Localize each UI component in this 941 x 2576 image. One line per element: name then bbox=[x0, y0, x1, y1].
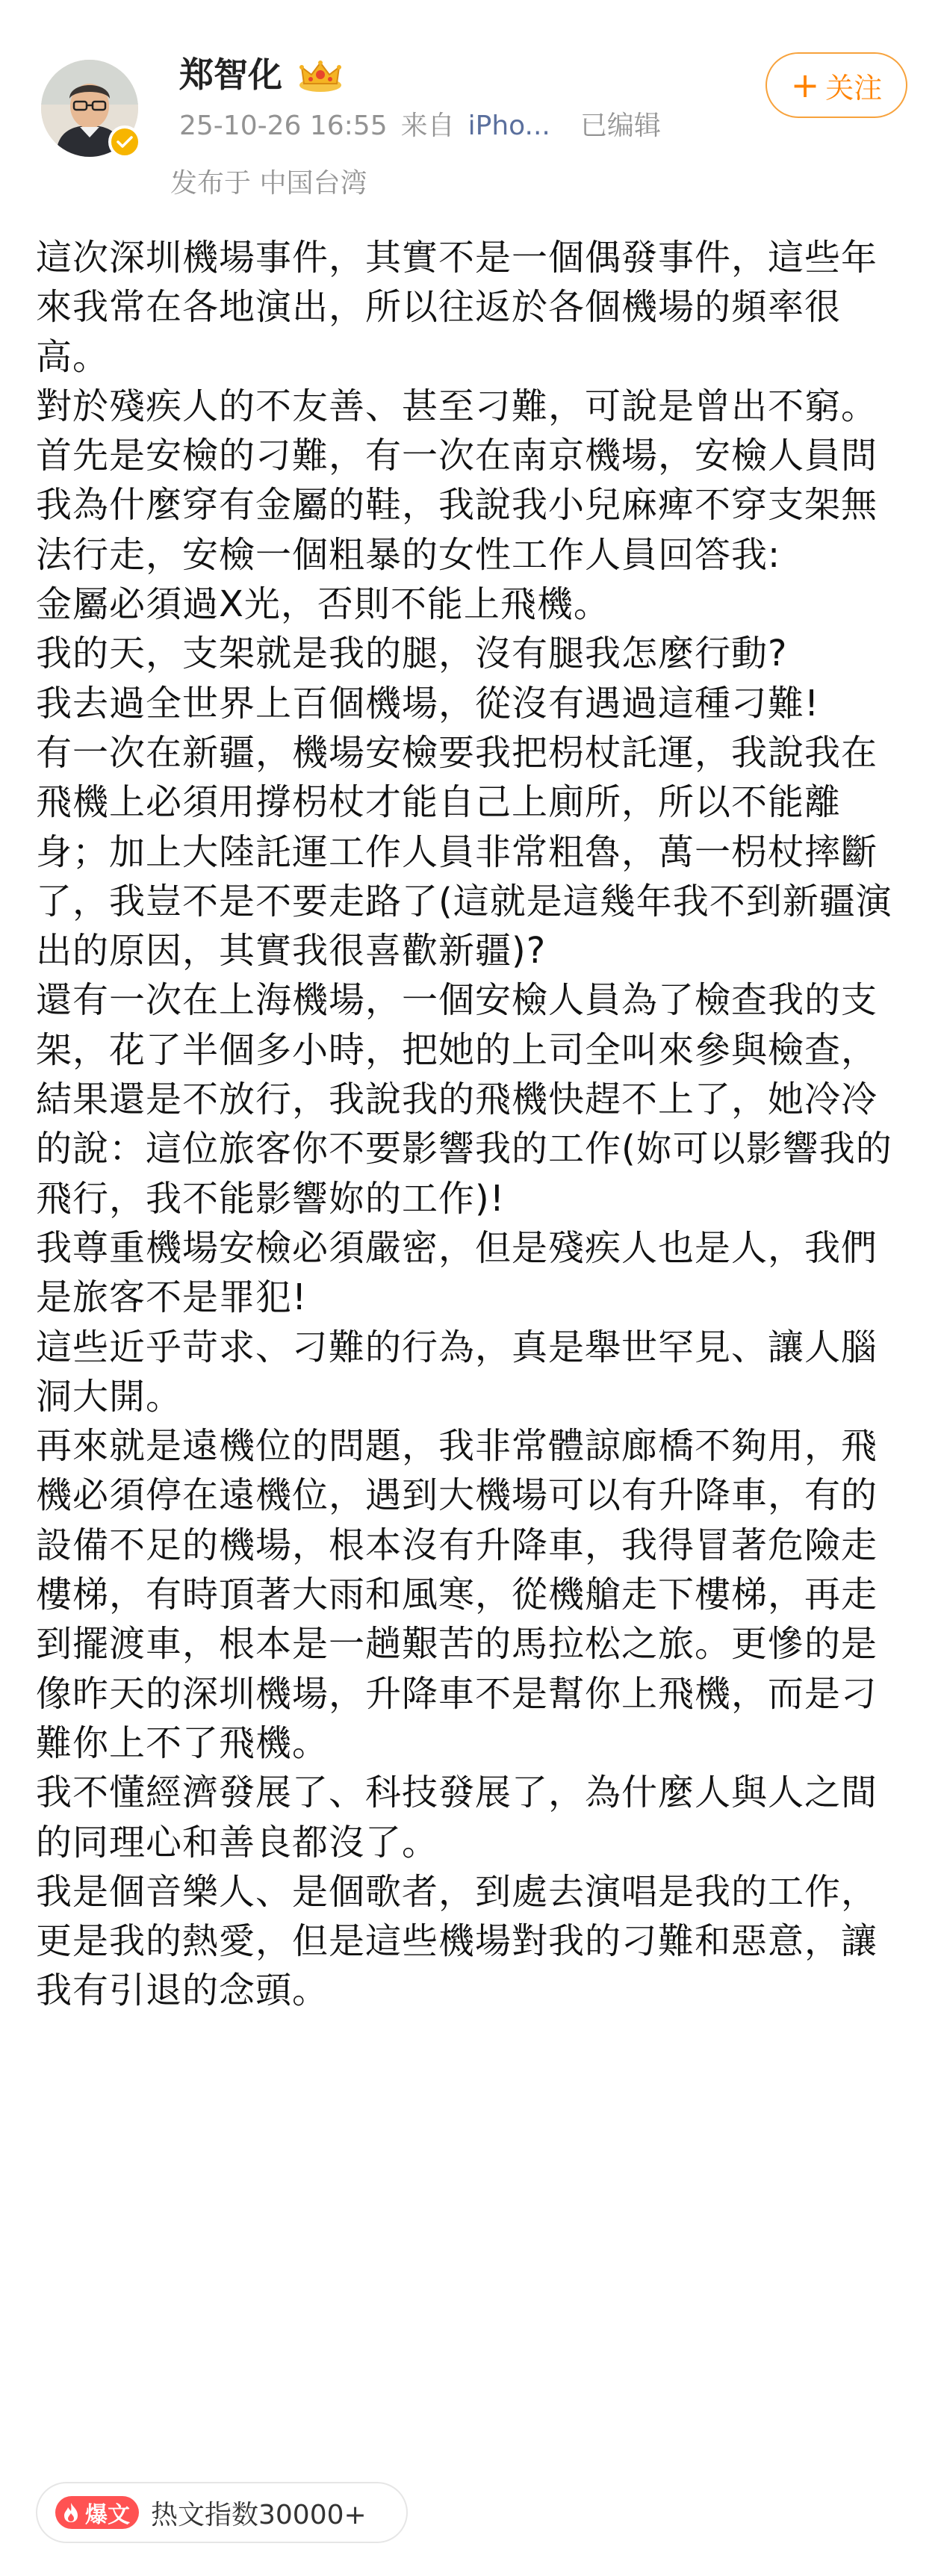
vip-crown-icon[interactable] bbox=[297, 58, 344, 93]
timestamp: 25-10-26 16:55 bbox=[179, 111, 388, 141]
post-text bbox=[36, 233, 913, 2016]
plus-icon: + bbox=[790, 65, 820, 105]
post-paragraph: 我的天，支架就是我的腿，沒有腿我怎麼行動? bbox=[36, 633, 788, 675]
verified-badge-icon bbox=[108, 125, 141, 158]
hot-index-text: 热文指数30000+ bbox=[151, 2499, 367, 2530]
post-paragraph: 首先是安檢的刁難，有一次在南京機場，安檢人員問我為什麼穿有金屬的鞋，我說我小兒麻痺不穿支架無法行走，安檢一個粗暴的女性工作人員回答我: bbox=[36, 435, 878, 576]
post-paragraph: 金屬必須過X光，否則不能上飛機。 bbox=[36, 583, 610, 626]
post-paragraph: 我不懂經濟發展了、科技發展了，為什麼人與人之間的同理心和善良都沒了。 bbox=[36, 1772, 878, 1863]
hot-tag-label: 爆文 bbox=[85, 2502, 130, 2528]
source-device[interactable]: iPho... bbox=[468, 111, 550, 141]
username[interactable]: 郑智化 bbox=[179, 55, 282, 95]
hot-tag bbox=[55, 2496, 139, 2529]
post-paragraph: 這次深圳機場事件，其實不是一個偶發事件，這些年來我常在各地演出，所以往返於各個機場的頻率很高。 bbox=[36, 237, 878, 378]
post-paragraph: 有一次在新疆，機場安檢要我把枴杖託運，我說我在飛機上必須用撐枴杖才能自己上廁所，所以不能離身；加上大陸託運工作人員非常粗魯，萬一枴杖摔斷了，我豈不是不要走路了(這就是這幾年我不到新疆演出的原因，其實我很喜歡新疆)? bbox=[36, 731, 892, 972]
location-label: 发布于 中国台湾 bbox=[170, 168, 367, 199]
hot-index-badge[interactable] bbox=[36, 2482, 408, 2543]
edited-label[interactable]: 已编辑 bbox=[580, 111, 661, 141]
source-prefix: 来自 bbox=[400, 111, 455, 141]
follow-label: 关注 bbox=[825, 71, 883, 105]
post-paragraph: 對於殘疾人的不友善、甚至刁難，可說是曾出不窮。 bbox=[36, 385, 878, 427]
post-meta bbox=[179, 108, 661, 144]
avatar[interactable] bbox=[41, 60, 138, 157]
flame-icon bbox=[61, 2501, 81, 2524]
post-paragraph: 我尊重機場安檢必須嚴密，但是殘疾人也是人，我們是旅客不是罪犯! bbox=[36, 1226, 878, 1319]
post-paragraph: 我是個音樂人、是個歌者，到處去演唱是我的工作，更是我的熱愛，但是這些機場對我的刁難和惡意，讓我有引退的念頭。 bbox=[36, 1870, 878, 2012]
post-paragraph: 我去過全世界上百個機場，從沒有遇過這種刁難! bbox=[36, 682, 820, 724]
post-paragraph: 還有一次在上海機場，一個安檢人員為了檢查我的支架，花了半個多小時，把她的上司全叫來參與檢查，結果還是不放行，我說我的飛機快趕不上了，她冷冷的說：這位旅客你不要影響我的工作(妳可以影響我的飛行，我不能影響妳的工作)! bbox=[36, 979, 892, 1220]
follow-button[interactable] bbox=[765, 52, 907, 118]
post-paragraph: 再來就是遠機位的問題，我非常體諒廊橋不夠用，飛機必須停在遠機位，遇到大機場可以有升降車，有的設備不足的機場，根本沒有升降車，我得冒著危險走樓梯，有時頂著大雨和風寒，從機艙走下樓梯，再走到擺渡車，根本是一趟艱苦的馬拉松之旅。更慘的是像昨天的深圳機場，升降車不是幫你上飛機，而是刁難你上不了飛機。 bbox=[36, 1425, 878, 1764]
post-paragraph: 這些近乎苛求、刁難的行為，真是舉世罕見、讓人腦洞大開。 bbox=[36, 1326, 878, 1418]
